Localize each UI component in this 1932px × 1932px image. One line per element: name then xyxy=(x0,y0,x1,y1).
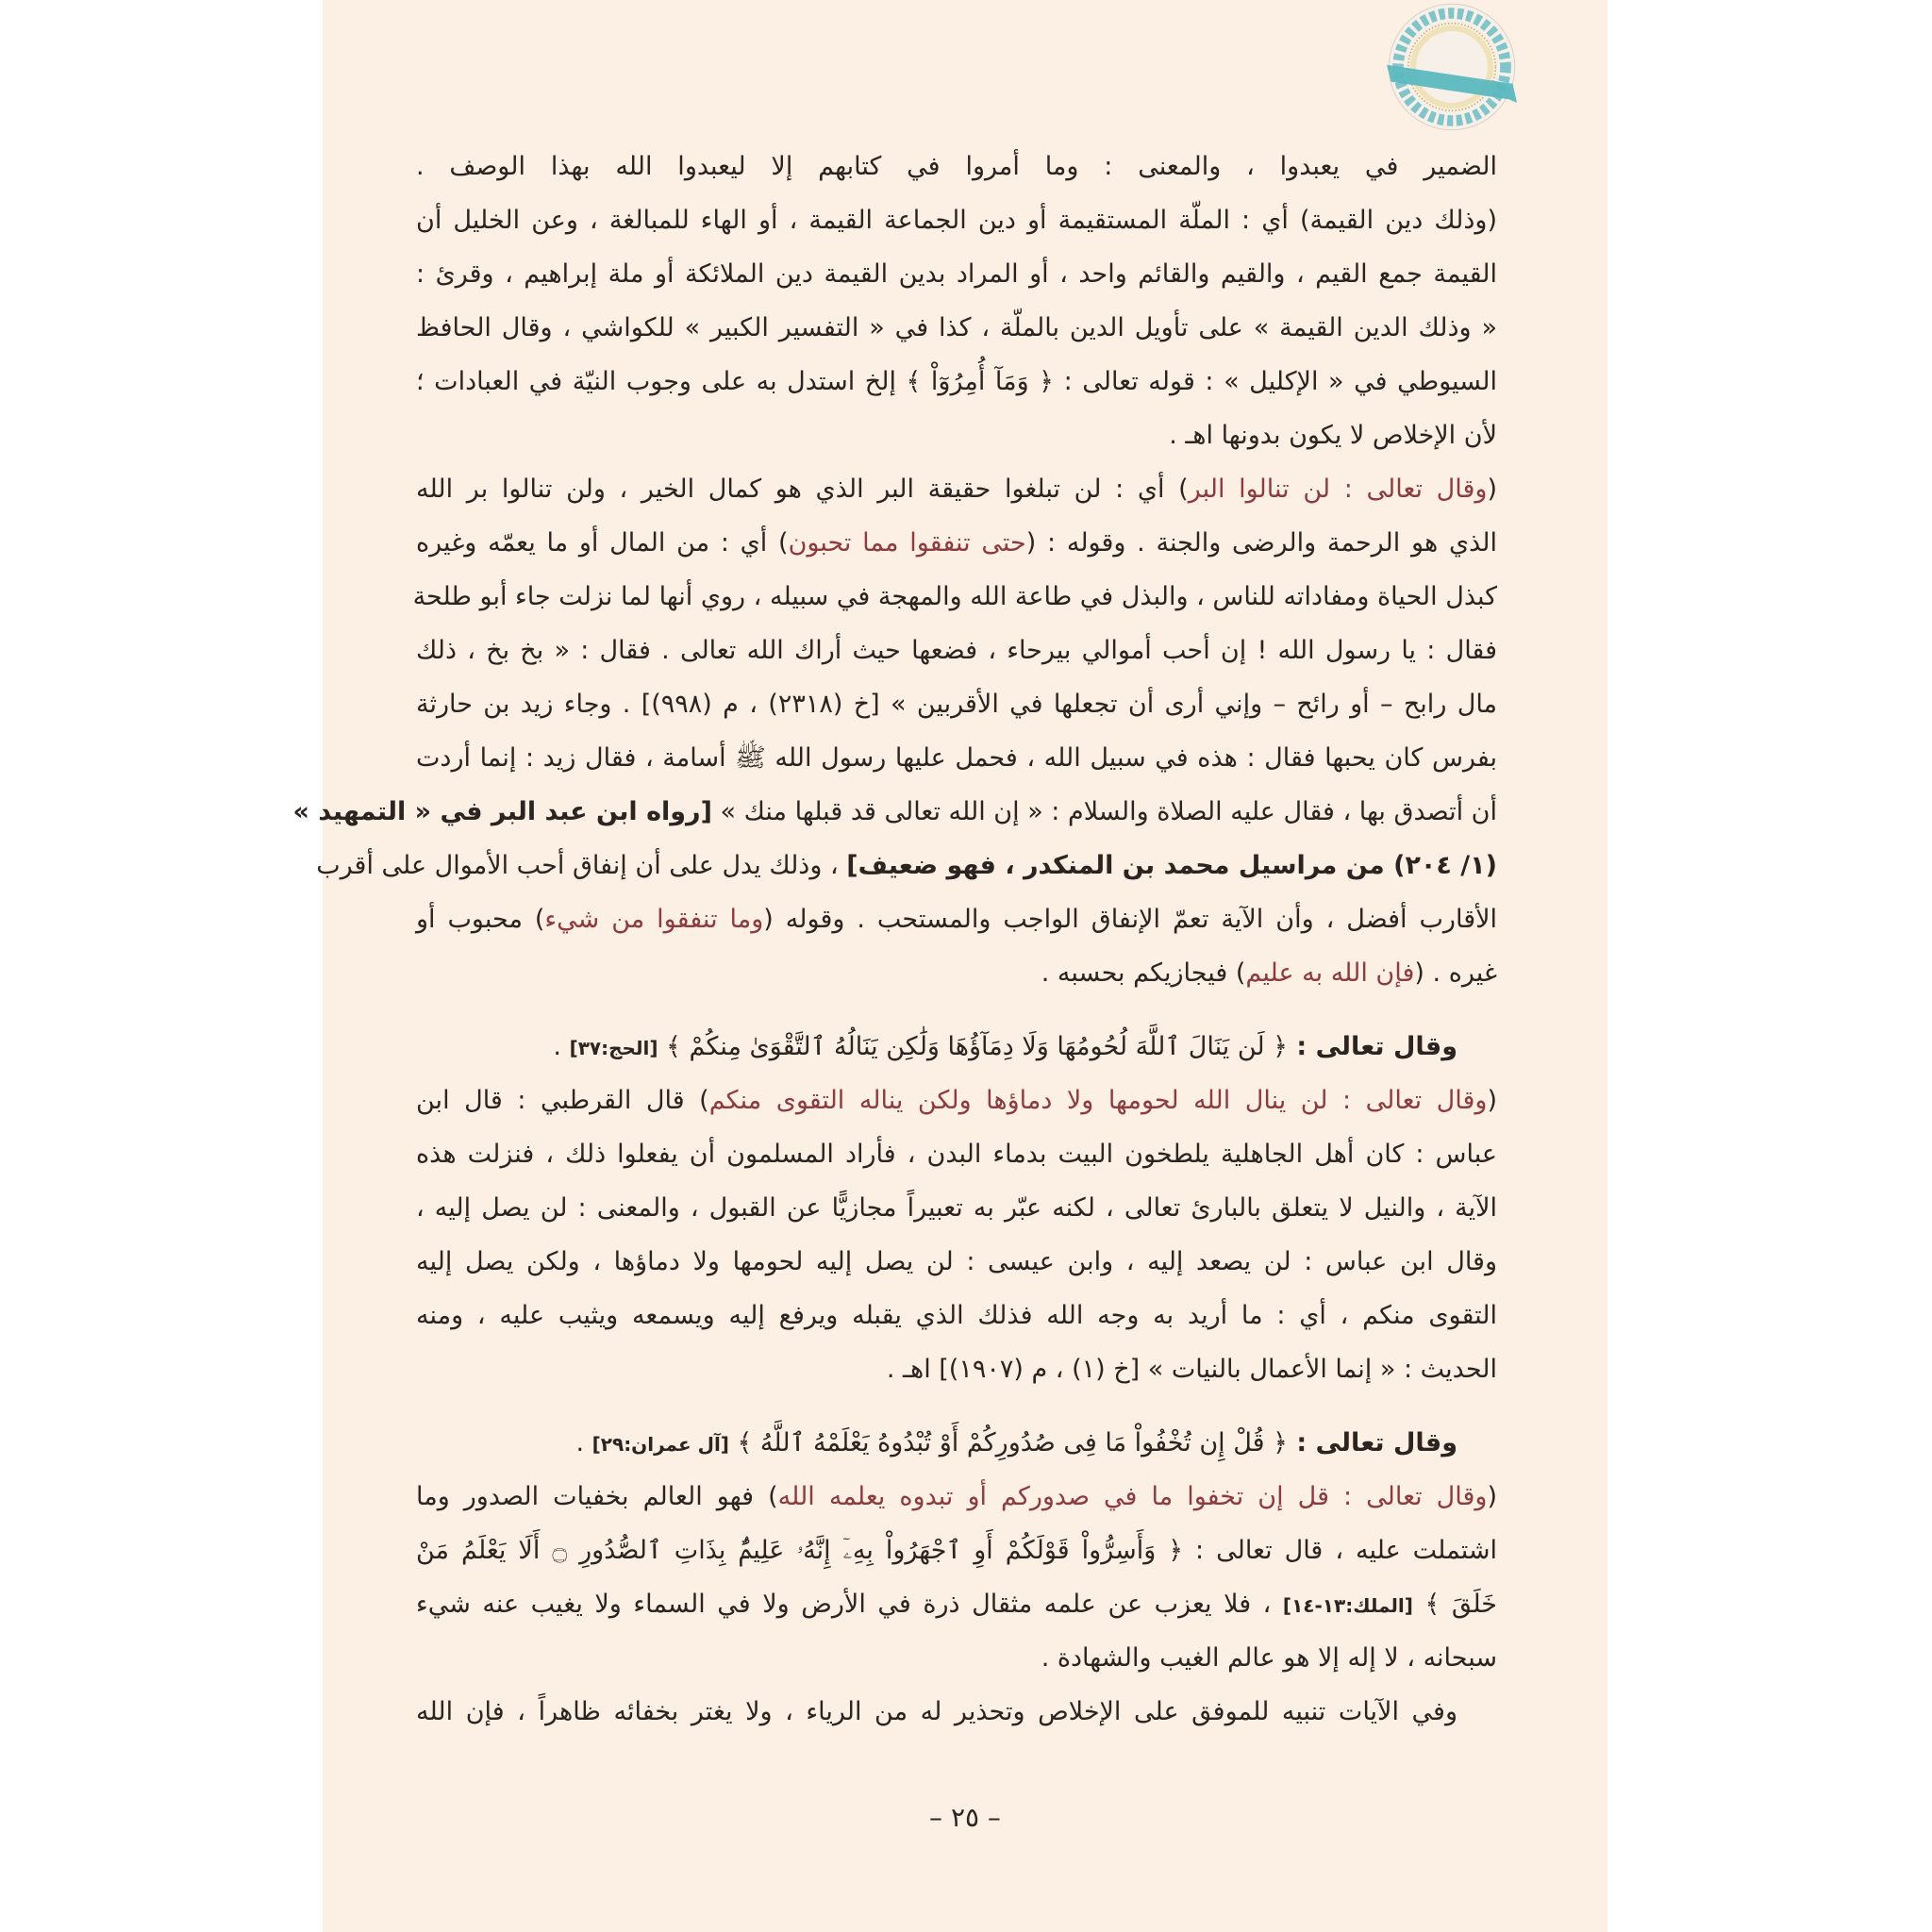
book-page xyxy=(292,0,1607,1932)
text-line xyxy=(416,1181,1497,1235)
text-line xyxy=(416,140,1497,193)
text-line xyxy=(412,570,1497,624)
text-line xyxy=(416,731,1497,785)
text-segment: (وذلك دين القيمة) أي : الملّة المستقيمة أو دين الجماعة القيمة ، أو الهاء للمبالغة ، وعن الخليل أن xyxy=(416,206,1497,235)
text-segment: الأقارب أفضل ، وأن الآية تعمّ الإنفاق الواجب والمستحب . وقوله ( xyxy=(763,905,1497,934)
text-segment: التقوى منكم ، أي : ما أريد به وجه الله فذلك الذي يقبله ويرفع إليه ويسمعه ويثيب عليه ، ومنه xyxy=(416,1301,1497,1330)
verse-reference: [الحج:٣٧] xyxy=(569,1037,658,1059)
text-segment: كبذل الحياة ومفاداته للناس ، والبذل في طاعة الله والمهجة في سبيله ، روي أنها لما نزلت جاء أبو طلحة xyxy=(412,582,1497,611)
highlighted-phrase: حتى تنفقوا مما تحبون xyxy=(788,528,1026,558)
text-segment: ) محبوب أو xyxy=(416,905,545,934)
text-line xyxy=(416,677,1497,731)
text-segment: غيره . ( xyxy=(1414,958,1497,988)
text-segment: ﴿ قُلْ إِن تُخْفُواْ مَا فِى صُدُورِكُمْ أَوْ تُبْدُوهُ يَعْلَمْهُ ٱللَّهُ ﴾ xyxy=(728,1428,1288,1457)
text-line xyxy=(416,1342,1497,1396)
text-segment: (١/ ٢٠٤) من مراسيل محمد بن المنكدر ، فهو ضعيف] xyxy=(846,851,1497,880)
text-segment: . xyxy=(575,1428,592,1457)
highlighted-phrase: وقال تعالى : لن تنالوا البر xyxy=(1188,475,1488,504)
text-line xyxy=(416,946,1497,1000)
text-line xyxy=(416,247,1497,301)
text-segment: لأن الإخلاص لا يكون بدونها اهـ . xyxy=(1169,421,1497,450)
text-segment: اشتملت عليه ، قال تعالى : ﴿ وَأَسِرُّواْ قَوْلَكُمْ أَوِ ٱجْهَرُواْ بِهِۦٓ إِنَّهُۥ عَلِيمٌۢ بِذَاتِ ٱلصُّدُورِ ۝ أَلَا يَعْلَمُ مَنْ xyxy=(416,1536,1497,1565)
text-segment: الذي هو الرحمة والرضى والجنة . وقوله : ( xyxy=(1025,528,1497,558)
text-line xyxy=(292,785,1497,839)
text-segment: فقال : يا رسول الله ! إن أحب أموالي بيرحاء ، فضعها حيث أراك الله تعالى . فقال : « بخ بخ ، ذلك xyxy=(416,636,1497,665)
text-line xyxy=(416,1631,1497,1685)
text-segment: وقال تعالى : xyxy=(1288,1428,1457,1457)
text-segment: ، فلا يعزب عن علمه مثقال ذرة في الأرض ولا في السماء ولا يغيب عنه شيء xyxy=(416,1590,1283,1619)
highlighted-phrase: وقال تعالى : قل إن تخفوا ما في صدوركم أو تبدوه يعلمه الله xyxy=(777,1482,1488,1511)
text-segment: ( xyxy=(1487,475,1497,504)
text-line xyxy=(416,1235,1497,1289)
text-line xyxy=(416,1074,1497,1127)
highlighted-phrase: فإن الله به عليم xyxy=(1245,958,1415,988)
text-segment: ) فيجازيكم بحسبه . xyxy=(1041,958,1246,988)
text-line xyxy=(416,1685,1497,1739)
text-line xyxy=(416,1289,1497,1342)
text-segment: ﴿ لَن يَنَالَ ٱللَّهَ لُحُومُهَا وَلَا دِمَآؤُهَا وَلَٰكِن يَنَالُهُ ٱلتَّقْوَىٰ مِنكُمْ ﴾ xyxy=(658,1032,1288,1061)
text-segment: الحديث : « إنما الأعمال بالنيات » [خ (١) ، م (١٩٠٧)] اهـ . xyxy=(886,1355,1497,1384)
text-segment: سبحانه ، لا إله إلا هو عالم الغيب والشهادة . xyxy=(1041,1643,1497,1673)
text-line xyxy=(416,516,1497,570)
page-number: – ٢٥ – xyxy=(929,1802,1001,1833)
text-segment: بفرس كان يحبها فقال : هذه في سبيل الله ، فحمل عليها رسول الله ﷺ أسامة ، فقال زيد : إنما أردت xyxy=(416,743,1497,773)
text-segment: ) قال القرطبي : قال ابن xyxy=(416,1086,709,1115)
highlighted-phrase: وما تنفقوا من شيء xyxy=(544,905,764,934)
text-segment: الضمير في يعبدوا ، والمعنى : وما أمروا في كتابهم إلا ليعبدوا الله بهذا الوصف . xyxy=(416,152,1497,181)
text-segment: ) أي : من المال أو ما يعمّه وغيره xyxy=(416,528,789,558)
text-segment: . xyxy=(553,1032,570,1061)
text-segment: « وذلك الدين القيمة » على تأويل الدين بالملّة ، كذا في « التفسير الكبير » للكواشي ، وقال الحافظ xyxy=(416,313,1497,342)
text-segment: خَلَقَ ﴾ xyxy=(1412,1590,1497,1619)
text-line xyxy=(416,624,1497,677)
text-line xyxy=(416,408,1497,462)
text-segment: وقال ابن عباس : لن يصعد إليه ، وابن عيسى : لن يصل إليه لحومها ولا دماؤها ، ولكن يصل إليه xyxy=(416,1247,1497,1276)
text-segment: ) فهو العالم بخفيات الصدور وما xyxy=(416,1482,778,1511)
text-segment: [رواه ابن عبد البر في « التمهيد » xyxy=(292,797,712,826)
text-line xyxy=(416,1577,1497,1631)
text-segment: السيوطي في « الإكليل » : قوله تعالى : ﴿ وَمَآ أُمِرُوٓاْ ﴾ إلخ استدل به على وجوب النيّة في العبادات ؛ xyxy=(416,367,1497,396)
text-line xyxy=(416,1020,1497,1074)
text-line xyxy=(316,839,1497,892)
text-segment: وقال تعالى : xyxy=(1288,1032,1457,1061)
almiraj-books-watermark-logo xyxy=(1387,2,1517,132)
text-segment: القيمة جمع القيم ، والقيم والقائم واحد ، أو المراد بدين القيمة دين الملائكة أو ملة إبراهيم ، وقرئ : xyxy=(416,259,1497,289)
text-line xyxy=(416,1470,1497,1524)
text-line xyxy=(416,892,1497,946)
text-segment: الآية ، والنيل لا يتعلق بالبارئ تعالى ، لكنه عبّر به تعبيراً مجازيًّا عن القبول ، والمعنى : لن يصل إليه ، xyxy=(416,1193,1497,1223)
text-line xyxy=(416,1416,1497,1470)
text-line xyxy=(416,355,1497,408)
page-text xyxy=(292,140,1498,1739)
text-segment: ، وذلك يدل على أن إنفاق أحب الأموال على أقرب xyxy=(316,851,847,880)
text-segment: أن أتصدق بها ، فقال عليه الصلاة والسلام : « إن الله تعالى قد قبلها منك » xyxy=(711,797,1497,826)
verse-reference: [آل عمران:٢٩] xyxy=(591,1433,729,1456)
text-line xyxy=(416,193,1497,247)
verse-reference: [الملك:١٣-١٤] xyxy=(1282,1594,1413,1617)
text-line xyxy=(416,1524,1497,1577)
text-segment: مال رابح – أو رائح – وإني أرى أن تجعلها في الأقربين » [خ (٢٣١٨) ، م (٩٩٨)] . وجاء زيد بن حارثة xyxy=(416,690,1498,719)
text-segment: ( xyxy=(1487,1086,1497,1115)
text-line xyxy=(416,1127,1497,1181)
text-segment: ( xyxy=(1487,1482,1497,1511)
text-line xyxy=(416,462,1497,516)
text-segment: عباس : كان أهل الجاهلية يلطخون البيت بدماء البدن ، فأراد المسلمون أن يفعلوا ذلك ، فنزلت هذه xyxy=(416,1140,1497,1169)
text-segment: وفي الآيات تنبيه للموفق على الإخلاص وتحذير له من الرياء ، ولا يغتر بخفائه ظاهراً ، فإن الله xyxy=(416,1697,1457,1726)
text-line xyxy=(416,301,1497,355)
highlighted-phrase: وقال تعالى : لن ينال الله لحومها ولا دماؤها ولكن يناله التقوى منكم xyxy=(708,1086,1488,1115)
text-segment: ) أي : لن تبلغوا حقيقة البر الذي هو كمال الخير ، ولن تنالوا بر الله xyxy=(416,475,1189,504)
